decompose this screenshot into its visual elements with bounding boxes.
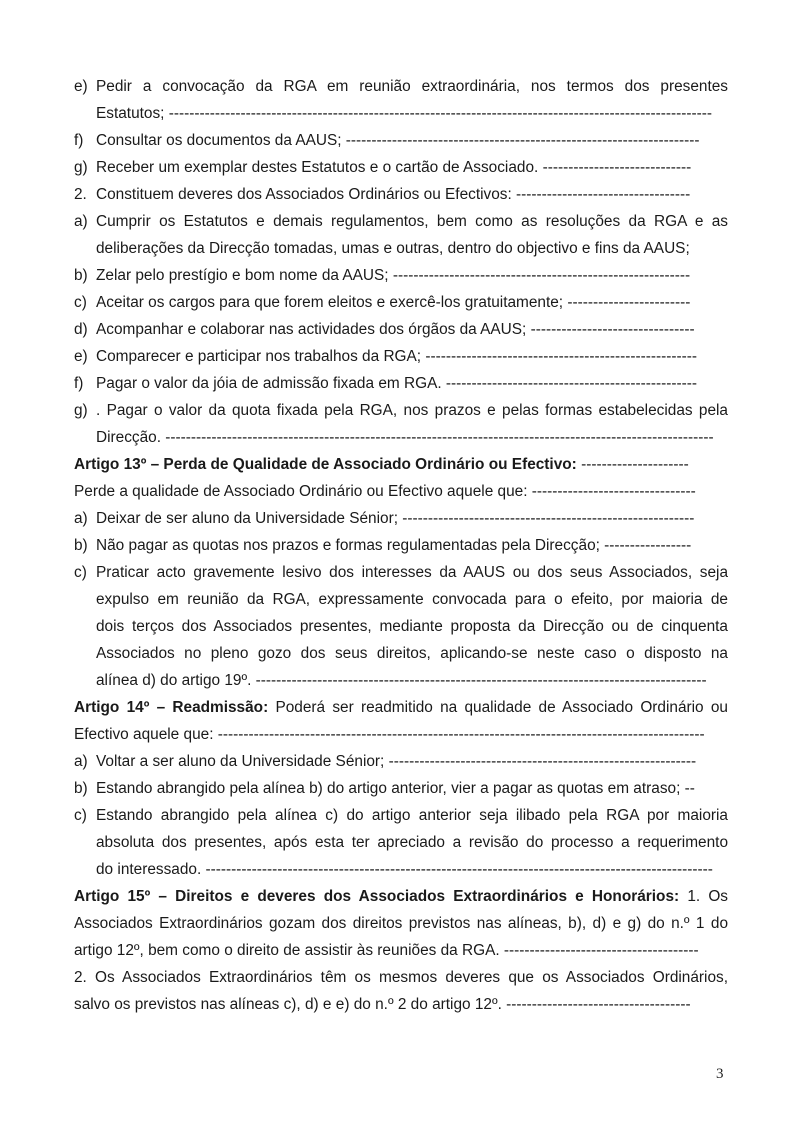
item-label: f) xyxy=(74,132,84,149)
article-title: Artigo 14º – Readmissão: xyxy=(74,699,269,716)
item-text: Constituem deveres dos Associados Ordinários ou Efectivos: ---------------------------------- xyxy=(96,186,691,203)
item-text: salvo os previstos nas alíneas c), d) e e) do n.º 2 do artigo 12º. ------------------------------------ xyxy=(74,996,691,1013)
list-item-b-nao-pagar xyxy=(74,536,728,556)
paragraph-line xyxy=(74,725,728,745)
list-item-continuation xyxy=(96,617,728,637)
item-label: e) xyxy=(74,78,88,95)
item-text: Poderá ser readmitido na qualidade de Associado Ordinário ou xyxy=(268,699,728,716)
item-label: g) xyxy=(74,159,88,176)
list-item-a-cumprir xyxy=(74,212,728,232)
paragraph-line xyxy=(74,914,728,934)
list-item-g-pagar-quota xyxy=(74,401,728,421)
list-item-e-comparecer xyxy=(74,347,728,367)
item-label: a) xyxy=(74,753,88,770)
list-item-a-voltar xyxy=(74,752,728,772)
article-13-heading xyxy=(74,455,728,475)
item-text: Aceitar os cargos para que forem eleitos e exercê-los gratuitamente; ------------------------ xyxy=(96,294,691,311)
paragraph-line xyxy=(74,941,728,961)
item-label: b) xyxy=(74,267,88,284)
list-item-2-deveres xyxy=(74,185,728,205)
item-text: Direcção. ----------------------------------------------------------------------------------------------------------- xyxy=(96,429,714,446)
list-item-g-receber xyxy=(74,158,728,178)
item-label: e) xyxy=(74,348,88,365)
item-text: expulso em reunião da RGA, expressamente convocada para o efeito, por maioria de xyxy=(96,591,728,608)
item-text: Estando abrangido pela alínea b) do artigo anterior, vier a pagar as quotas em atraso; -- xyxy=(96,780,695,797)
item-label: c) xyxy=(74,807,87,824)
item-text: Perde a qualidade de Associado Ordinário ou Efectivo aquele que: -------------------------------- xyxy=(74,483,696,500)
item-text: Pedir a convocação da RGA em reunião extraordinária, nos termos dos presentes xyxy=(96,78,728,95)
list-item-c-praticar xyxy=(74,563,728,583)
item-text: Voltar a ser aluno da Universidade Sénior; ------------------------------------------------------------ xyxy=(96,753,697,770)
item-text: Comparecer e participar nos trabalhos da RGA; ----------------------------------------------------- xyxy=(96,348,697,365)
item-text: artigo 12º, bem como o direito de assistir às reuniões da RGA. -------------------------------------- xyxy=(74,942,699,959)
paragraph-line xyxy=(74,968,728,988)
item-label: d) xyxy=(74,321,88,338)
item-text: . Pagar o valor da quota fixada pela RGA, nos prazos e pelas formas estabelecidas pela xyxy=(96,402,728,419)
item-text: Associados no pleno gozo dos seus direitos, aplicando-se neste caso o disposto na xyxy=(96,645,728,662)
item-label: c) xyxy=(74,294,87,311)
list-item-continuation xyxy=(96,644,728,664)
item-label: a) xyxy=(74,510,88,527)
list-item-continuation xyxy=(96,590,728,610)
article-14-heading xyxy=(74,698,728,718)
list-item-continuation xyxy=(96,428,728,448)
item-text: dois terços dos Associados presentes, mediante proposta da Direcção ou de cinquenta xyxy=(96,618,728,635)
list-item-continuation xyxy=(96,671,728,691)
item-label: a) xyxy=(74,213,88,230)
item-text: Deixar de ser aluno da Universidade Sénior; --------------------------------------------------------- xyxy=(96,510,695,527)
item-text: Associados Extraordinários gozam dos direitos previstos nas alíneas, b), d) e g) do n.º 1 do xyxy=(74,915,728,932)
article-15-heading xyxy=(74,887,728,907)
item-label: c) xyxy=(74,564,87,581)
article-title: Artigo 15º – Direitos e deveres dos Associados Extraordinários e Honorários: xyxy=(74,888,680,905)
item-text: Estando abrangido pela alínea c) do artigo anterior seja ilibado pela RGA por maioria xyxy=(96,807,728,824)
item-text: Acompanhar e colaborar nas actividades dos órgãos da AAUS; -------------------------------- xyxy=(96,321,695,338)
item-label: 2. xyxy=(74,186,87,203)
item-text: Efectivo aquele que: ----------------------------------------------------------------------------------------------- xyxy=(74,726,705,743)
item-text: alínea d) do artigo 19º. ---------------------------------------------------------------------------------------- xyxy=(96,672,707,689)
item-text: Zelar pelo prestígio e bom nome da AAUS; ---------------------------------------------------------- xyxy=(96,267,691,284)
list-item-continuation xyxy=(96,239,728,259)
item-text: --------------------- xyxy=(576,456,689,473)
item-text: do interessado. --------------------------------------------------------------------------------------------------- xyxy=(96,861,713,878)
list-item-b-estando xyxy=(74,779,728,799)
list-item-e-convocacao xyxy=(74,77,728,97)
list-item-continuation xyxy=(96,104,728,124)
list-item-continuation xyxy=(96,833,728,853)
page-number: 3 xyxy=(716,1066,724,1082)
paragraph-line xyxy=(74,995,728,1015)
item-text: deliberações da Direcção tomadas, umas e outras, dentro do objectivo e fins da AAUS; xyxy=(96,240,690,257)
list-item-d-acompanhar xyxy=(74,320,728,340)
item-text: 1. Os xyxy=(679,888,728,905)
article-title: Artigo 13º – Perda de Qualidade de Associado Ordinário ou Efectivo: xyxy=(74,456,577,473)
item-text: absoluta dos presentes, após esta ter apreciado a revisão do processo a requerimento xyxy=(96,834,728,851)
list-item-a-deixar xyxy=(74,509,728,529)
item-text: Estatutos; ---------------------------------------------------------------------------------------------------------- xyxy=(96,105,712,122)
list-item-f-pagar-joia xyxy=(74,374,728,394)
item-label: f) xyxy=(74,375,84,392)
item-label: g) xyxy=(74,402,88,419)
item-label: b) xyxy=(74,537,88,554)
item-text: Pagar o valor da jóia de admissão fixada em RGA. ------------------------------------------------- xyxy=(96,375,698,392)
item-text: Cumprir os Estatutos e demais regulamentos, bem como as resoluções da RGA e as xyxy=(96,213,728,230)
item-text: Consultar os documentos da AAUS; --------------------------------------------------------------------- xyxy=(96,132,700,149)
item-text: 2. Os Associados Extraordinários têm os mesmos deveres que os Associados Ordinários, xyxy=(74,969,728,986)
list-item-f-consultar xyxy=(74,131,728,151)
item-text: Receber um exemplar destes Estatutos e o cartão de Associado. ----------------------------- xyxy=(96,159,692,176)
item-text: Praticar acto gravemente lesivo dos interesses da AAUS ou dos seus Associados, seja xyxy=(96,564,728,581)
list-item-c-estando xyxy=(74,806,728,826)
paragraph-line xyxy=(74,482,728,502)
item-label: b) xyxy=(74,780,88,797)
list-item-b-zelar xyxy=(74,266,728,286)
list-item-c-aceitar xyxy=(74,293,728,313)
item-text: Não pagar as quotas nos prazos e formas regulamentadas pela Direcção; ----------------- xyxy=(96,537,692,554)
list-item-continuation xyxy=(96,860,728,880)
